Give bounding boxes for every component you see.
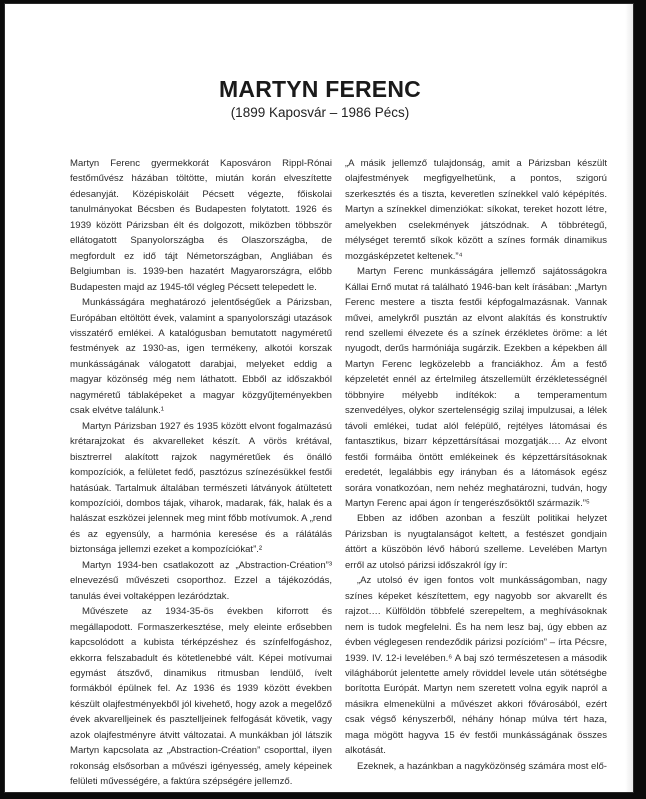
- paragraph: Martyn 1934-ben csatlakozott az „Abstraction-Création”³ elnevezésű művészeti csoporthoz. Ezzel a tájékozódás, tanulás évei voltaképpen lezárództak.: [70, 559, 332, 602]
- paragraph: Művészete az 1934-35-ös években kiforrott és megállapodott. Formaszerkesztése, mely eleinte erősebben kapcsolódott a kubista térképzéshez és színfelfogáshoz, ekkorra felszabadult és kötetlenebbé vált. Képei motívumai egymást átszővő, dinamikus ritmusban lendülő, ívelt formákból épülnek fel. Az 1936 és 1939 között években készült olajfestményekből jól kivehető, hogy azok a megelőző évek akvarelljeinek és pasztelljeinek felfogását követik, vagy azok olajfestményre átvitt változatai. A munkákban jól látszik Martyn kapcsolata az „Abstraction-Création” csoporttal, ilyen rokonság elsősorban a művészi igényesség, amely képeinek felületi művességére, a faktúra szépségére jellemző.: [70, 606, 332, 788]
- page-title: MARTYN FERENC: [219, 76, 421, 102]
- paragraph: Martyn Ferenc munkásságára jellemző sajátosságokra Kállai Ernő mutat rá található 1946-ban kelt írásában: „Martyn Ferenc mestere a tiszta festői képfogalmazásnak. Vannak művei, amelykről pusztán az elvont alakítás és konstruktív rend szellemi élvezete és a színek érzékletes öröme: a lét nyugodt, derűs harmóniája sugárzik. Ezekben a képekben áll Martyn Ferenc legközelebb a franciákhoz. Ám a festő képzeletét ennél az értelmileg átszellemült érzékletességnél többnyire mélyebb indítékok: a temperamentum szenvedélyes, olykor szertelenségig szilaj impulzusai, a lélek távoli emlékei, tudat alól felépülő, rejtélyes látomásai és fantasztikus, bizarr képzettársításai mozgatják…. Az elvont festői formáiba öntött emlékeinek és képzettársításoknak eredetét, legalábbis egy irányban és a látomások egész sorára vonatkozóan, nem nehéz meghatározni, tudván, hogy Martyn Ferenc apai ágon ír tengerészősöktől származik.”⁵: [345, 266, 607, 509]
- right-text-column: [345, 156, 607, 774]
- page-subtitle: (1899 Kaposvár – 1986 Pécs): [230, 105, 410, 120]
- left-text-column: [70, 156, 332, 790]
- document-page: [4, 3, 634, 793]
- paragraph: Ebben az időben azonban a feszült politikai helyzet Párizsban is nyugtalanságot keltett, a festészet gondjain áttört a küszöbön lévő háború szelleme. Levelében Martyn erről az utolsó párizsi időszakról így ír:: [345, 513, 607, 571]
- paragraph: Ezeknek, a hazánkban a nagyközönség számára most elő-: [357, 760, 607, 772]
- paragraph: Munkásságára meghatározó jelentőségűek a Párizsban, Európában eltöltött évek, valamint a spanyolországi utazások visszatérő emlékei. A katalógusban bemutatott nagyméretű festmények az 1930-as, igen termékeny, alkotói korszak munkásságának válogatott darabjai, melyeket eddig a magyar közönség még nem láthatott. Ebből az időszakból nagyméretű táblaképeket a magyar közgyűjteményekben csak elvétve találunk.¹: [70, 297, 332, 417]
- quote-paragraph: „Az utolsó év igen fontos volt munkásságomban, nagy színes képeket készítettem, egy nagyobb sor akvarellt és rajzot…. Külföldön többfelé szerepeltem, a meghívásoknak nem is tudok megfelelni. És ha nem lesz baj, úgy ebben az évben véglegesen rendeződik párizsi pozícióm” – írta Pécsre, 1939. IV. 12-i levelében.⁶ A baj szó természetesen a második világháborút jelentette amely röviddel levele után sötétségbe borította Európát. Martyn nem szeretett volna egyik napról a másikra elmenekülni a művészet akkori fővárosából, ezért csak végső kényszerből, néhány hónap múlva tért haza, maga mögött hagyva 15 év festői munkásságának összes alkotását.: [345, 575, 607, 757]
- quote-paragraph: „A másik jellemző tulajdonság, amit a Párizsban készült olajfestmények megfigyelhetünk, a pontos, szigorú szerkesztés és a tiszta, keveretlen színekkel való képépítés. Martyn a színekkel dimenziókat: síkokat, tereket hozott létre, amelyekben cselekmények játszódnak. A többrétegű, mélységet teremtő síkok között a színes formák dinamikus mozgásképzetet keltenek.”⁴: [345, 158, 607, 262]
- paragraph: Martyn Ferenc gyermekkorát Kaposváron Rippl-Rónai festőművész házában töltötte, miután korán elveszítette édesanyját. Középiskoláit Pécsett végezte, főiskolai tanulmányokat Bécsben és Budapesten folytatott. 1926 és 1939 között Párizsban élt és dolgozott, miközben többször ellátogatott Spanyolországba és Olaszországba, de megfordult ez idő tájt Németországban, Angliában és Belgiumban is. 1939-ben hazatért Magyarországra, előbb Budapesten majd az 1945-től végleg Pécsett telepedett le.: [70, 158, 332, 293]
- page-edge-shadow: [625, 4, 633, 792]
- paragraph: Martyn Párizsban 1927 és 1935 között elvont fogalmazású krétarajzokat és akvarelleket készít. A vörös krétával, bisztrerrel alakított rajzok nagyméretűek és önálló kompozíciók, a felületet fedő, pasztózus színezésükkel festői hatásúak. Tartalmuk általában természeti látványok átültetett kompozíciói, dombos tájak, viharok, madarak, fák, halak és a halászat eszközei jelennek meg mint főbb motívumok. A „rend és az egyensúly, a harmónia keresése és a rálátálás biztonsága jellemzi ezeket a kompozíciókat”.²: [70, 420, 332, 556]
